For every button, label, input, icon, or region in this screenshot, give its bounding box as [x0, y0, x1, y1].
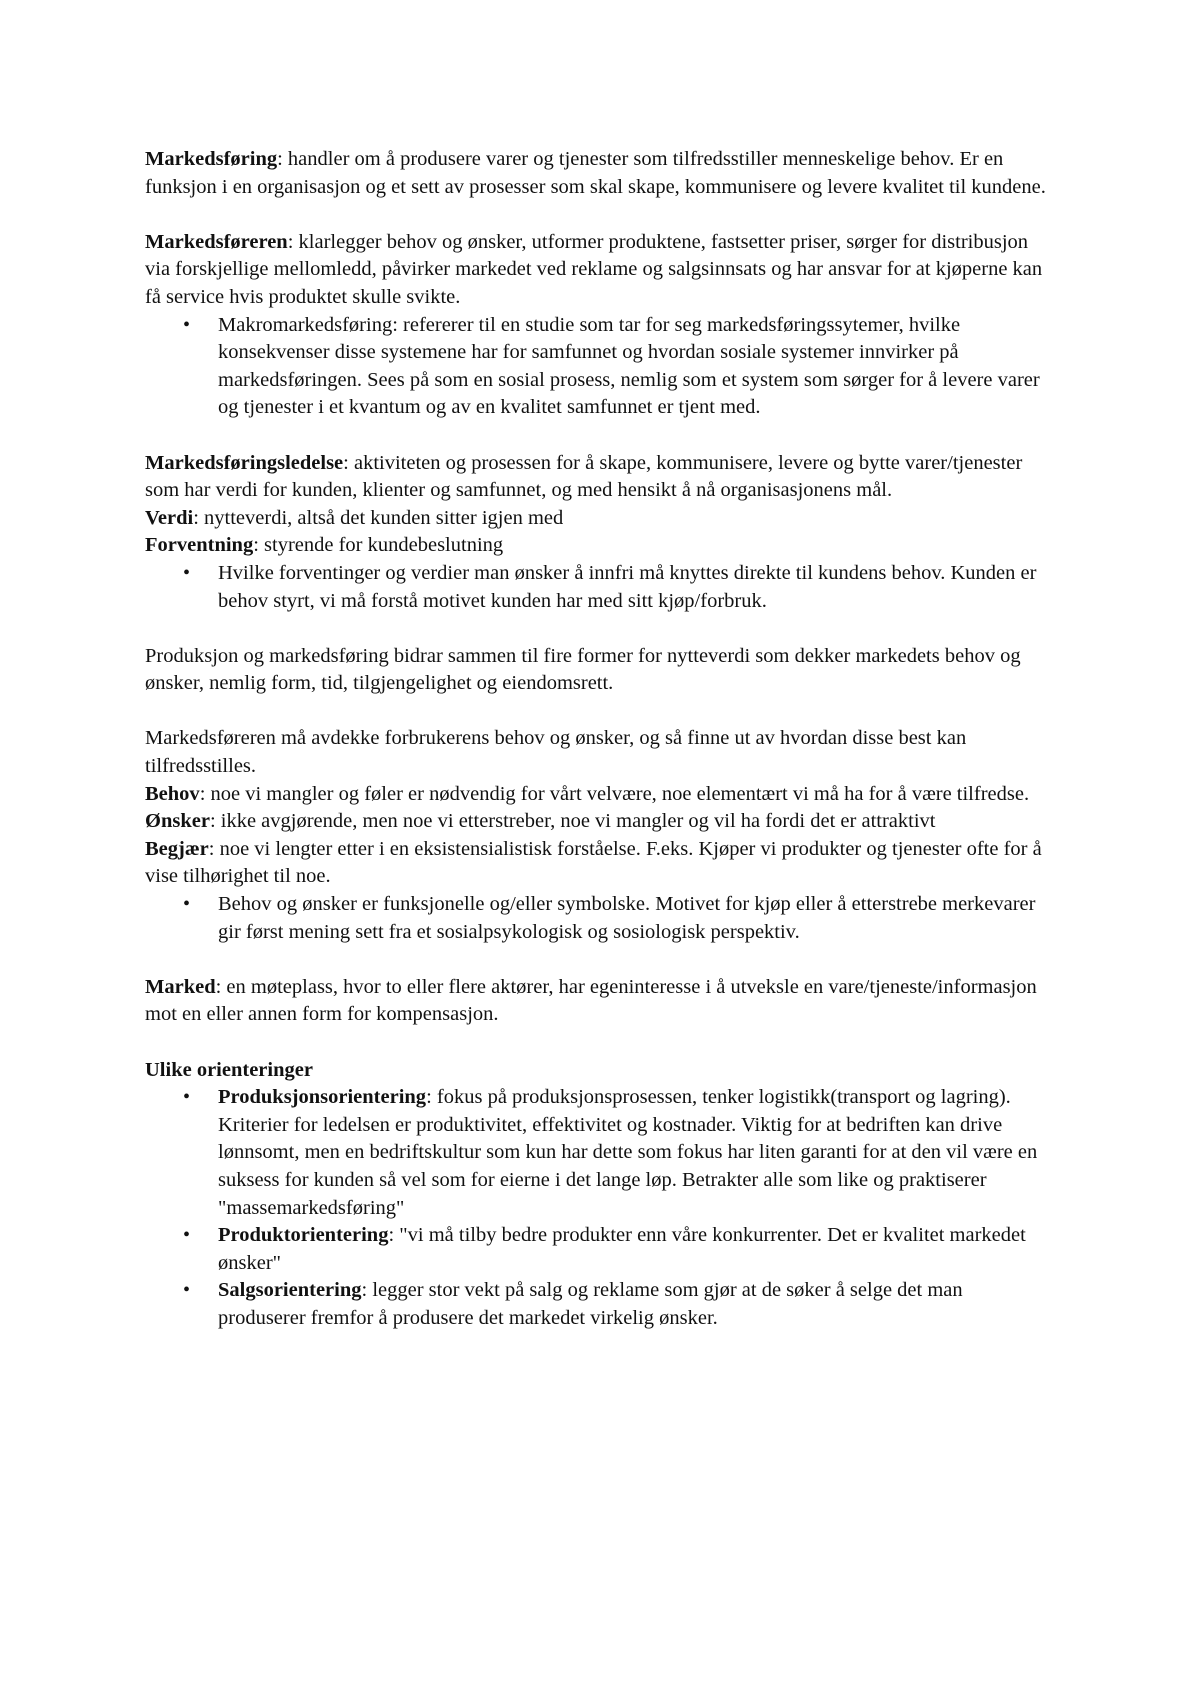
paragraph-onsker: [145, 808, 1050, 836]
definition: : ikke avgjørende, men noe vi etterstreber, noe vi mangler og vil ha fordi det er attraktivt: [209, 810, 936, 833]
paragraph-markedsforing: [145, 146, 1050, 201]
definition: : styrende for kundebeslutning: [253, 534, 504, 557]
term: Verdi: [145, 506, 194, 529]
definition: : klarlegger behov og ønsker, utformer produktene, fastsetter priser, sørger for distribusjon via forskjellige mellomledd, påvirker markedet ved reklame og salgsinnsats og har ansvar for at kjøperne kan få service hvis produktet skulle svikte.: [145, 230, 1043, 308]
bullet-icon: •: [183, 1086, 191, 1109]
definition: : handler om å produsere varer og tjenester som tilfredsstiller menneskelige behov. Er en funksjon i en organisasjon og et sett av prosesser som skal skape, kommunisere og levere kvalitet til kundene.: [145, 148, 1046, 198]
paragraph-verdi: [145, 505, 1050, 533]
list-item: • Behov og ønsker er funksjonelle og/eller symbolske. Motivet for kjøp eller å etterstrebe merkevarer gir først mening sett fra et sosialpsykologisk og sosiologisk perspektiv.: [183, 893, 1036, 943]
term: Produksjonsorientering: [218, 1086, 427, 1109]
list-item: [145, 1277, 1050, 1332]
definition: : en møteplass, hvor to eller flere aktører, har egeninteresse i å utveksle en vare/tjeneste/informasjon mot en eller annen form for kompensasjon.: [145, 975, 1037, 1026]
term: Markedsføringsledelse: [145, 451, 344, 474]
paragraph-nytteverdi: Produksjon og markedsføring bidrar sammen til fire former for nytteverdi som dekker markedets behov og ønsker, nemlig form, tid, tilgjengelighet og eiendomsrett.: [145, 644, 1021, 695]
bullet-icon: •: [183, 1279, 191, 1302]
definition: : "vi må tilby bedre produkter enn våre konkurrenter. Det er kvalitet markedet ønsker": [218, 1224, 1026, 1274]
definition: : aktiviteten og prosessen for å skape, kommunisere, levere og bytte varer/tjenester som har verdi for kunden, klienter og samfunnet, og med hensikt å nå organisasjonens mål.: [145, 451, 1023, 502]
paragraph-behov: [145, 781, 1050, 809]
list-item: [145, 1222, 1050, 1277]
term: Ønsker: [145, 810, 210, 833]
section-heading: Ulike orienteringer: [145, 1058, 313, 1081]
list-item: • Hvilke forventinger og verdier man ønsker å innfri må knyttes direkte til kundens behov. Kunden er behov styrt, vi må forstå motivet kunden har med sitt kjøp/forbruk.: [183, 561, 1037, 612]
definition: : noe vi lengter etter i en eksistensialistisk forståelse. F.eks. Kjøper vi produkter og tjenester ofte for å vise tilhørighet til noe.: [145, 837, 1042, 888]
paragraph-marked: [145, 974, 1050, 1029]
bullet-list: [145, 312, 1050, 422]
definition: : legger stor vekt på salg og reklame som gjør at de søker å selge det man produserer fremfor å produsere det markedet virkelig ønsker.: [218, 1279, 963, 1329]
bullet-list: [145, 891, 1050, 946]
term: Forventning: [145, 534, 254, 557]
term: Behov: [145, 782, 200, 805]
orientation-list: [145, 1084, 1050, 1332]
bullet-icon: •: [183, 1224, 191, 1247]
definition: : fokus på produksjonsprosessen, tenker logistikk(transport og lagring). Kriterier for ledelsen er produktivitet, effektivitet og kostnader. Viktig for at bedriften kan drive lønnsomt, men en bedriftskultur som kun har dette som fokus har liten garanti for at den vil være en suksess for kunden så vel som for eierne i det lange løp. Betrakter alle som like og praktiserer "massemarkedsføring": [218, 1086, 1038, 1219]
bullet-icon: •: [183, 893, 191, 916]
bullet-list: [145, 560, 1050, 615]
paragraph-markedsforeren: [145, 229, 1050, 312]
paragraph-begjaer: [145, 836, 1050, 891]
paragraph-avdekke: Markedsføreren må avdekke forbrukerens behov og ønsker, og så finne ut av hvordan disse best kan tilfredsstilles.: [145, 727, 967, 778]
definition: : nytteverdi, altså det kunden sitter igjen med: [193, 506, 564, 529]
term: Begjær: [145, 837, 209, 860]
bullet-icon: •: [183, 561, 191, 584]
term: Markedsføring: [145, 148, 278, 170]
definition: : noe vi mangler og føler er nødvendig for vårt velvære, noe elementært vi må ha for å være tilfredse.: [199, 782, 1030, 805]
term: Marked: [145, 975, 216, 998]
bullet-icon: •: [183, 313, 191, 336]
term: Produktorientering: [218, 1224, 389, 1247]
paragraph-markedsforingsledelse: [145, 450, 1050, 505]
paragraph-forventning: [145, 532, 1050, 560]
term: Salgsorientering: [218, 1279, 362, 1302]
term: Markedsføreren: [145, 230, 288, 253]
list-item: • Makromarkedsføring: refererer til en studie som tar for seg markedsføringssytemer, hvilke konsekvenser disse systemene har for samfunnet og hvordan sosiale systemer innvirker på markedsføringen. Sees på som en sosial prosess, nemlig som et system som sørger for å levere varer og tjenester i et kvantum og av en kvalitet samfunnet er tjent med.: [183, 313, 1040, 419]
list-item: [145, 1084, 1050, 1222]
